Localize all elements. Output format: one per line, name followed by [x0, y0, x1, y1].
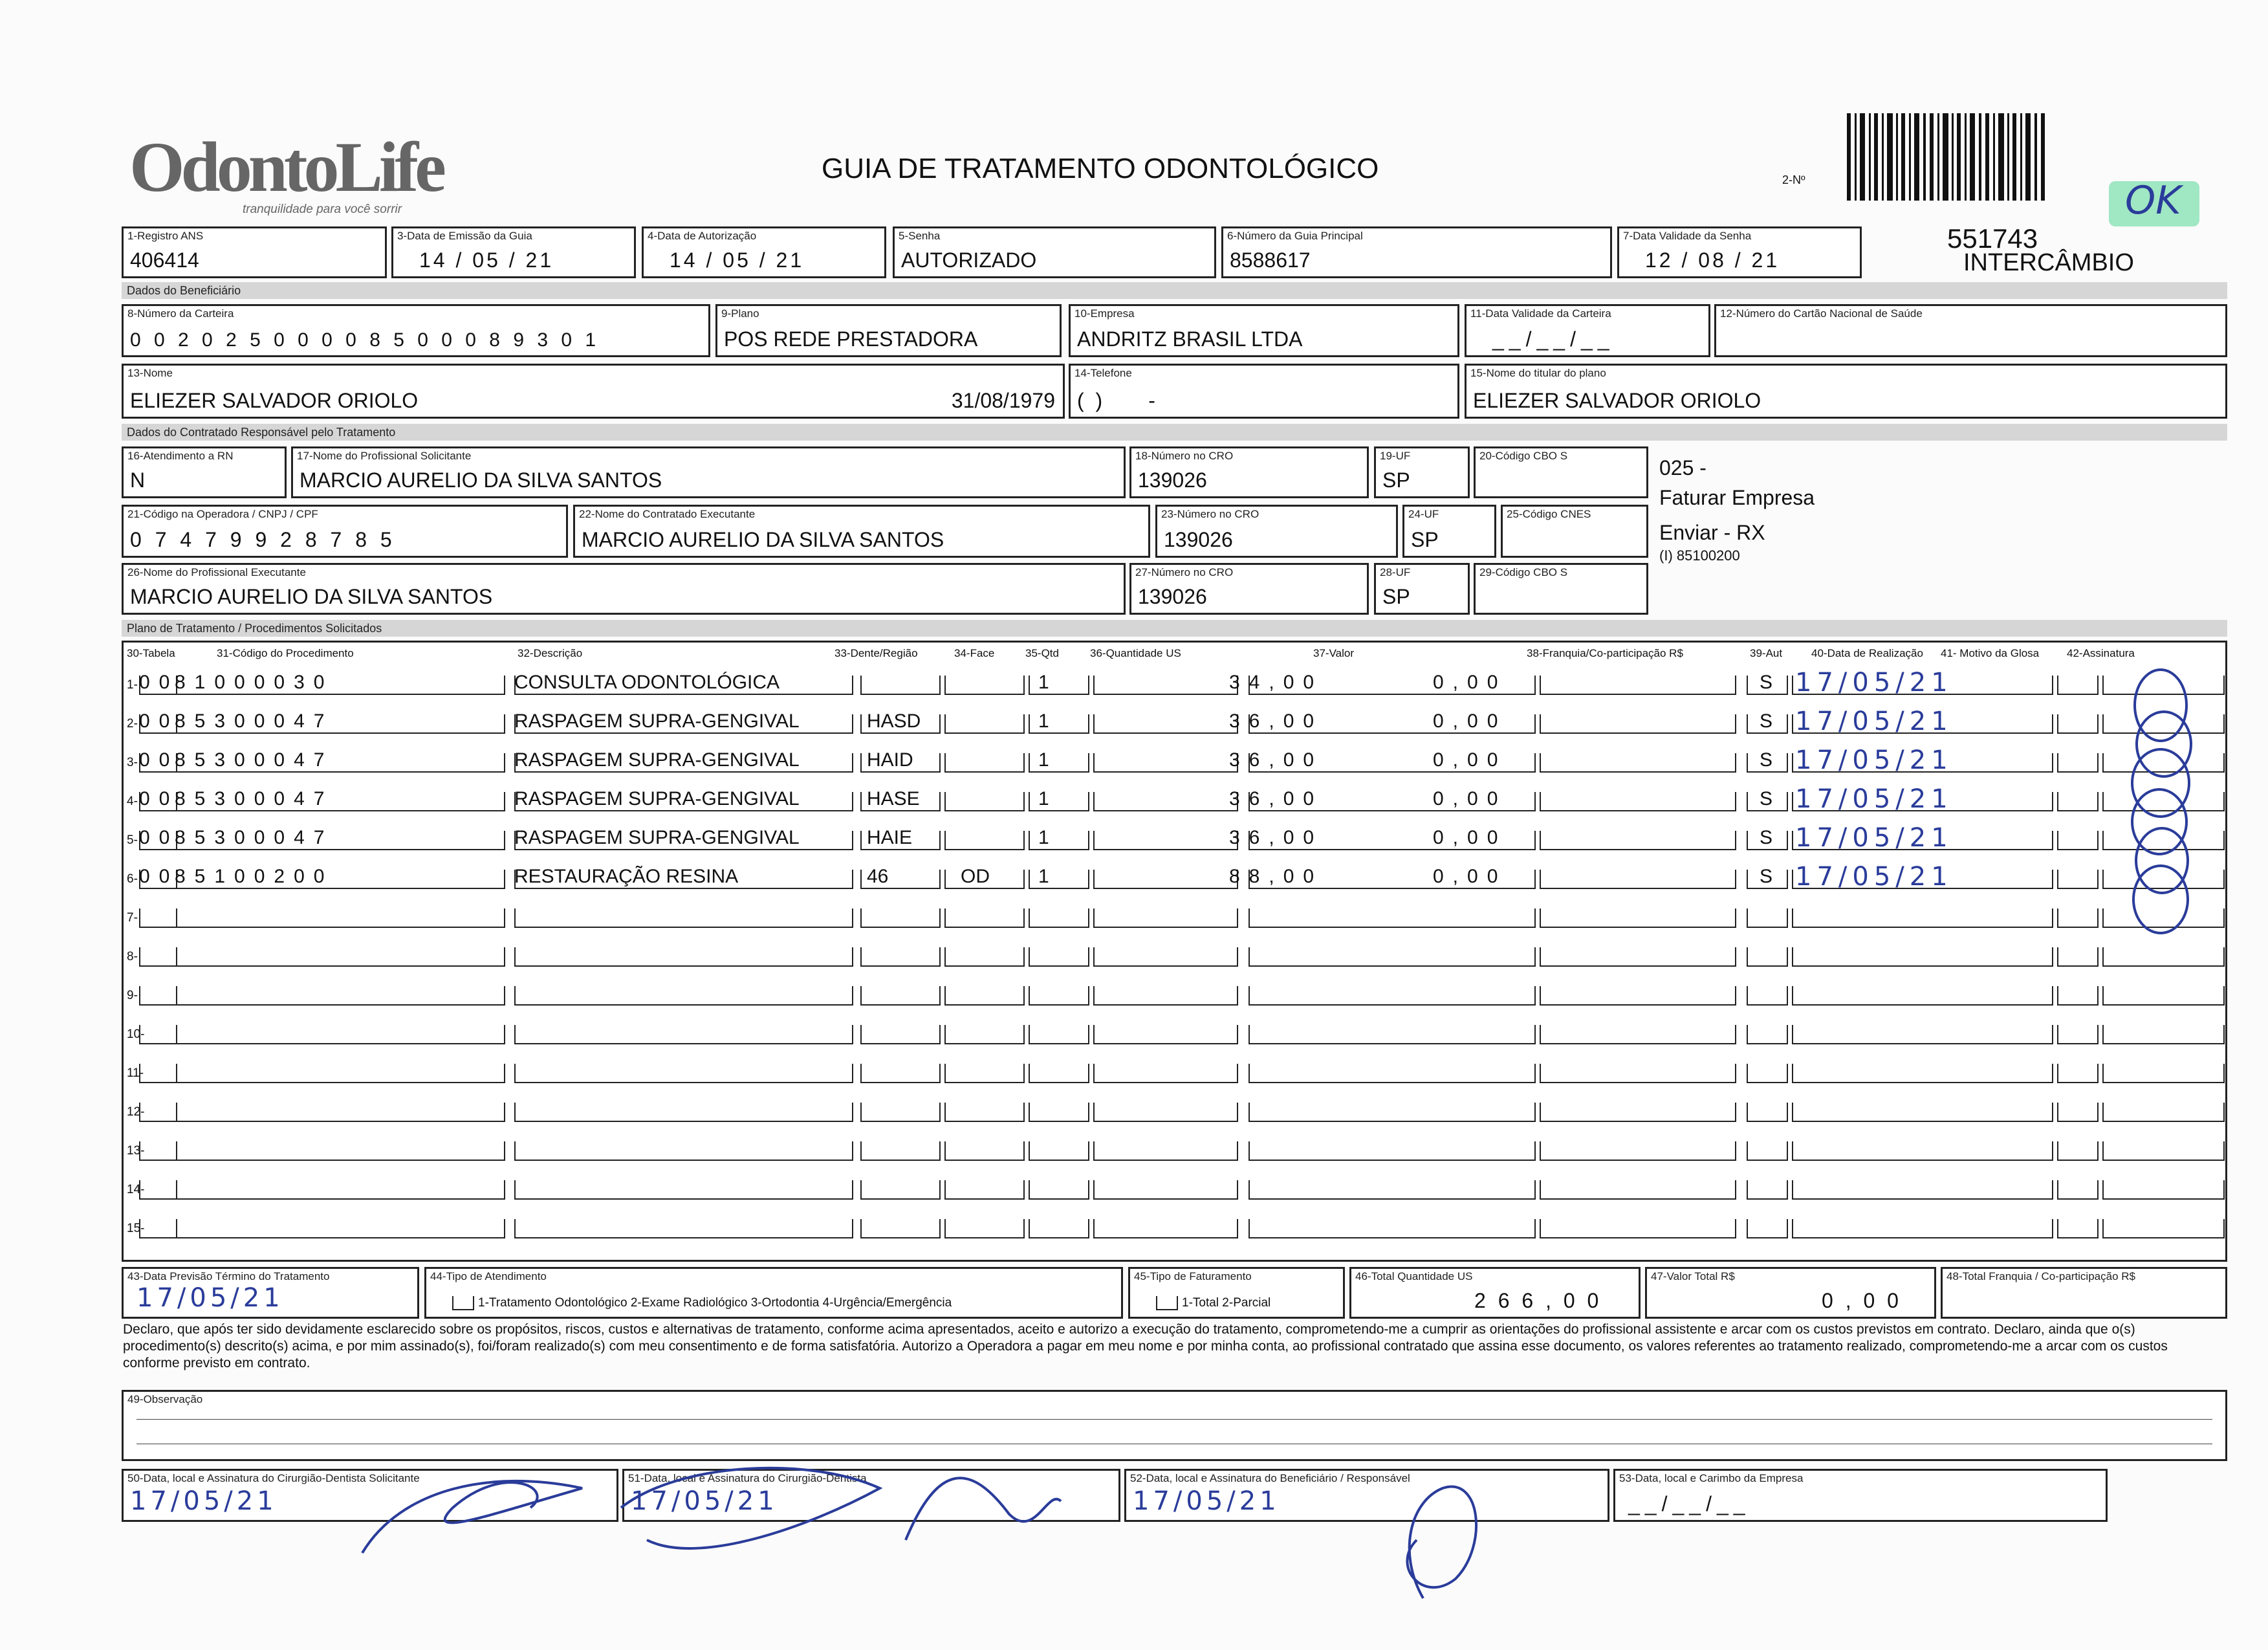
label: 7-Data Validade da Senha	[1623, 230, 1752, 242]
cell-descricao: RASPAGEM SUPRA-GENGIVAL	[514, 788, 800, 809]
options: 1-Total 2-Parcial	[1182, 1296, 1271, 1310]
label: 10-Empresa	[1074, 307, 1135, 320]
table-header: 30-Tabela	[127, 647, 175, 659]
cell-codigo: 81000030	[175, 672, 334, 693]
cell-data: 17/05/21	[1795, 745, 1953, 775]
label: 9-Plano	[721, 307, 759, 320]
label: 45-Tipo de Faturamento	[1134, 1270, 1252, 1282]
section-beneficiario: Dados do Beneficiário	[122, 282, 2227, 299]
value: 139026	[1138, 585, 1207, 608]
table-header: 33-Dente/Região	[834, 647, 918, 659]
value: ELIEZER SALVADOR ORIOLO	[130, 389, 419, 412]
value: __/__/__	[1492, 327, 1615, 351]
row-number: 4-	[127, 795, 138, 808]
cell-descricao: RASPAGEM SUPRA-GENGIVAL	[514, 710, 800, 732]
label: 21-Código na Operadora / CNPJ / CPF	[127, 508, 318, 520]
label: 24-UF	[1408, 508, 1439, 520]
cell-qtd: 1	[1038, 749, 1049, 771]
label: 16-Atendimento a RN	[127, 450, 234, 462]
value: MARCIO AURELIO DA SILVA SANTOS	[582, 528, 944, 551]
cell-us: 36,00	[1229, 710, 1324, 732]
row-number: 8-	[127, 950, 138, 963]
label: 26-Nome do Profissional Executante	[127, 566, 306, 578]
cell-descricao: RASPAGEM SUPRA-GENGIVAL	[514, 749, 800, 771]
label: 19-UF	[1380, 450, 1411, 462]
value: SP	[1411, 528, 1439, 551]
row-number: 5-	[127, 833, 138, 847]
table-header: 42-Assinatura	[2067, 647, 2135, 659]
cell-face: OD	[961, 866, 990, 887]
label: 27-Número no CRO	[1135, 566, 1234, 578]
cell-valor: 0,00	[1433, 672, 1507, 693]
label: 52-Data, local e Assinatura do Beneficiário / Responsável	[1130, 1472, 1410, 1484]
barcode-annotation: OK	[2125, 178, 2181, 223]
value: 2 6 6 , 0 0	[1474, 1289, 1602, 1312]
table-header: 32-Descrição	[518, 647, 583, 659]
cell-valor: 0,00	[1433, 866, 1507, 887]
row-number: 6-	[127, 872, 138, 886]
label: 3-Data de Emissão da Guia	[397, 230, 532, 242]
label: 17-Nome do Profissional Solicitante	[297, 450, 472, 462]
label: 18-Número no CRO	[1135, 450, 1234, 462]
cell-valor: 0,00	[1433, 788, 1507, 809]
cell-data: 17/05/21	[1795, 668, 1953, 698]
page-title: GUIA DE TRATAMENTO ODONTOLÓGICO	[822, 153, 1379, 184]
row-number: 12-	[127, 1105, 145, 1119]
label: 50-Data, local e Assinatura do Cirurgião-Dentista Solicitante	[127, 1472, 420, 1484]
value: __/__/__	[1628, 1492, 1750, 1515]
label: 25-Código CNES	[1507, 508, 1591, 520]
row-number: 14-	[127, 1183, 145, 1196]
value: 0 , 0 0	[1822, 1289, 1902, 1312]
cell-qtd: 1	[1038, 788, 1049, 809]
section-contratado: Dados do Contratado Responsável pelo Tratamento	[122, 424, 2227, 441]
cell-aut: S	[1760, 710, 1773, 732]
cell-tabela: 00	[139, 788, 179, 809]
cell-codigo: 85300047	[175, 710, 334, 732]
label: 1-Registro ANS	[127, 230, 204, 242]
cell-tabela: 00	[139, 749, 179, 771]
cell-aut: S	[1760, 788, 1773, 809]
value: POS REDE PRESTADORA	[724, 327, 978, 351]
cell-us: 34,00	[1229, 672, 1324, 693]
numero-label: 2-Nº	[1782, 173, 1805, 186]
cell-dente: HASE	[867, 788, 920, 809]
logo-tagline: tranquilidade para você sorrir	[243, 203, 402, 216]
row-number: 11-	[127, 1066, 144, 1080]
cell-data: 17/05/21	[1795, 862, 1953, 892]
value: ELIEZER SALVADOR ORIOLO	[1473, 389, 1761, 412]
label: 46-Total Quantidade US	[1355, 1270, 1473, 1282]
value: SP	[1382, 585, 1410, 608]
row-number: 9-	[127, 989, 138, 1002]
cell-qtd: 1	[1038, 866, 1049, 887]
label: 22-Nome do Contratado Executante	[579, 508, 756, 520]
cell-aut: S	[1760, 672, 1773, 693]
value: ANDRITZ BRASIL LTDA	[1077, 327, 1303, 351]
cell-dente: HAIE	[867, 827, 913, 848]
cell-data: 17/05/21	[1795, 707, 1953, 736]
row-number: 10-	[127, 1028, 145, 1041]
cell-tabela: 00	[139, 866, 179, 887]
label: 44-Tipo de Atendimento	[430, 1270, 547, 1282]
cell-codigo: 85300047	[175, 827, 334, 848]
row-number: 2-	[127, 717, 138, 731]
value: 17/05/21	[136, 1283, 284, 1313]
label: 8-Número da Carteira	[127, 307, 234, 320]
side-note-4: (I) 85100200	[1659, 547, 1740, 564]
label: 23-Número no CRO	[1161, 508, 1259, 520]
table-header: 31-Código do Procedimento	[217, 647, 354, 659]
table-header: 41- Motivo da Glosa	[1941, 647, 2040, 659]
side-note-1: 025 -	[1659, 456, 1706, 479]
guide-number: 551743	[1947, 223, 2038, 254]
value: AUTORIZADO	[901, 248, 1037, 272]
cell-dente: HASD	[867, 710, 921, 732]
label: 6-Número da Guia Principal	[1227, 230, 1363, 242]
cell-aut: S	[1760, 827, 1773, 848]
table-header: 38-Franquia/Co-participação R$	[1527, 647, 1683, 659]
label: 43-Data Previsão Término do Tratamento	[127, 1270, 330, 1282]
table-header: 40-Data de Realização	[1811, 647, 1923, 659]
label: 48-Total Franquia / Co-participação R$	[1946, 1270, 2135, 1282]
value: 139026	[1138, 468, 1207, 492]
value: 0 7 4 7 9 9 2 8 7 8 5	[130, 528, 396, 551]
label: 14-Telefone	[1074, 367, 1132, 379]
value: 17/05/21	[130, 1486, 278, 1516]
cell-tabela: 00	[139, 827, 179, 848]
cell-codigo: 85300047	[175, 788, 334, 809]
guide-type: INTERCÂMBIO	[1963, 249, 2134, 276]
label: 13-Nome	[127, 367, 173, 379]
table-header: 35-Qtd	[1025, 647, 1059, 659]
options: 1-Tratamento Odontológico 2-Exame Radiológico 3-Ortodontia 4-Urgência/Emergência	[478, 1296, 952, 1310]
cell-us: 36,00	[1229, 749, 1324, 771]
label: 15-Nome do titular do plano	[1470, 367, 1606, 379]
cell-valor: 0,00	[1433, 710, 1507, 732]
label: 51-Data, local e Assinatura do Cirurgião-Dentista	[628, 1472, 867, 1484]
label: 28-UF	[1380, 566, 1411, 578]
cell-valor: 0,00	[1433, 749, 1507, 771]
cell-aut: S	[1760, 866, 1773, 887]
side-note-2: Faturar Empresa	[1659, 486, 1815, 509]
value: 139026	[1164, 528, 1233, 551]
cell-data: 17/05/21	[1795, 823, 1953, 853]
cell-dente: 46	[867, 866, 889, 887]
cell-descricao: RESTAURAÇÃO RESINA	[514, 866, 739, 887]
row-number: 15-	[127, 1222, 145, 1235]
row-number: 1-	[127, 678, 138, 692]
label: 12-Número do Cartão Nacional de Saúde	[1720, 307, 1923, 320]
cell-codigo: 85300047	[175, 749, 334, 771]
value: 14 / 05 / 21	[670, 248, 805, 272]
value: 17/05/21	[1133, 1486, 1280, 1516]
label: 4-Data de Autorização	[648, 230, 757, 242]
row-number: 13-	[127, 1144, 145, 1158]
side-note-3: Enviar - RX	[1659, 521, 1765, 544]
table-header: 34-Face	[954, 647, 995, 659]
table-header: 37-Valor	[1313, 647, 1354, 659]
value: 8588617	[1230, 248, 1311, 272]
logo-brand: OdontoLife	[129, 127, 442, 206]
value: MARCIO AURELIO DA SILVA SANTOS	[130, 585, 493, 608]
row-number: 3-	[127, 756, 138, 769]
label: 20-Código CBO S	[1479, 450, 1568, 462]
cell-qtd: 1	[1038, 672, 1049, 693]
declaration-text: Declaro, que após ter sido devidamente esclarecido sobre os propósitos, riscos, custos e alternativas de tratamento, conforme acima apresentados, aceito e autorizo a execução do tratamento, comprometendo-me a cumprir as orientações do profissional assistente e arcar com os custos previstos em contrato. Declaro, ainda que o(s) procedimento(s) descrito(s) acima, e por mim assinado(s), foi/foram realizado(s) com meu consentimento e de forma satisfatória. Autorizo a Operadora a pagar em meu nome e por minha conta, ao profissional contratado que assina esse documento, os valores referentes ao tratamento realizado, comprometendo-me a arcar com os custos conforme previsto em contrato.	[123, 1322, 2168, 1370]
table-header: 36-Quantidade US	[1090, 647, 1181, 659]
value: SP	[1382, 468, 1410, 492]
cell-codigo: 85100200	[175, 866, 334, 887]
cell-descricao: RASPAGEM SUPRA-GENGIVAL	[514, 827, 800, 848]
table-header: 39-Aut	[1750, 647, 1783, 659]
value: 17/05/21	[631, 1486, 778, 1516]
value: ( ) -	[1077, 389, 1190, 412]
cell-qtd: 1	[1038, 710, 1049, 732]
cell-descricao: CONSULTA ODONTOLÓGICA	[514, 672, 780, 693]
value: N	[130, 468, 146, 492]
cell-us: 36,00	[1229, 827, 1324, 848]
cell-qtd: 1	[1038, 827, 1049, 848]
value: 406414	[130, 248, 199, 272]
date-of-birth: 31/08/1979	[951, 389, 1055, 412]
label: 29-Código CBO S	[1479, 566, 1568, 578]
value: 14 / 05 / 21	[419, 248, 554, 272]
cell-us: 88,00	[1229, 866, 1324, 887]
cell-tabela: 00	[139, 710, 179, 732]
label: 49-Observação	[127, 1393, 203, 1405]
value: MARCIO AURELIO DA SILVA SANTOS	[300, 468, 662, 492]
cell-dente: HAID	[867, 749, 913, 771]
label: 53-Data, local e Carimbo da Empresa	[1619, 1472, 1804, 1484]
cell-data: 17/05/21	[1795, 784, 1953, 814]
cell-tabela: 00	[139, 672, 179, 693]
section-plano: Plano de Tratamento / Procedimentos Solicitados	[122, 620, 2227, 637]
label: 11-Data Validade da Carteira	[1470, 307, 1611, 320]
value: 0 0 2 0 2 5 0 0 0 0 8 5 0 0 0 8 9 3 0 1	[130, 329, 600, 351]
row-number: 7-	[127, 911, 138, 925]
cell-us: 36,00	[1229, 788, 1324, 809]
value: 12 / 08 / 21	[1645, 248, 1780, 272]
label: 5-Senha	[899, 230, 941, 242]
cell-valor: 0,00	[1433, 827, 1507, 848]
cell-aut: S	[1760, 749, 1773, 771]
label: 47-Valor Total R$	[1651, 1270, 1735, 1282]
